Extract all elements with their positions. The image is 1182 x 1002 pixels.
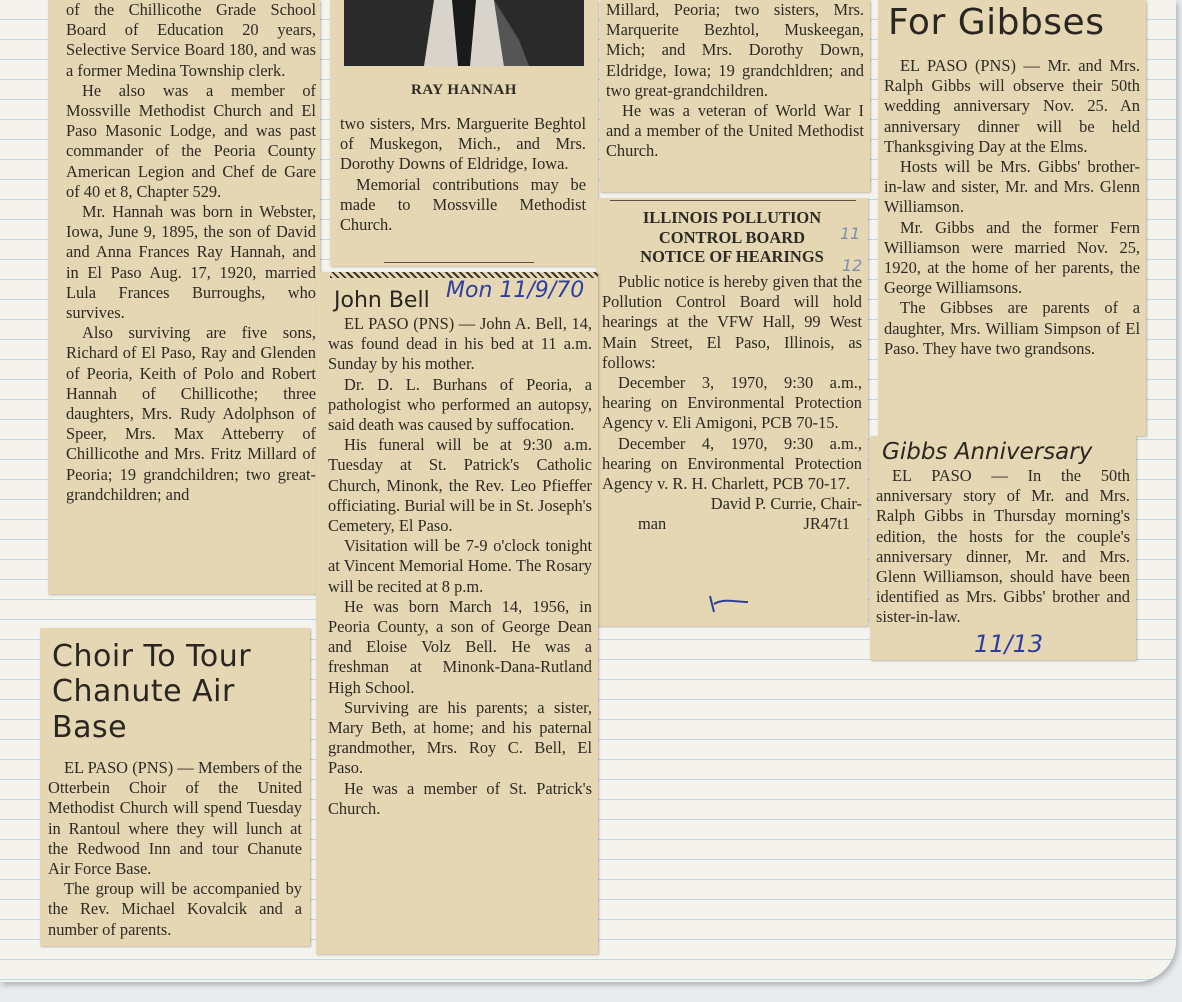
clipping-choir-tour [40,628,310,946]
margin-note-2: 12 [842,256,863,275]
article-body [602,272,862,494]
paragraph: Millard, Peoria; two sisters, Mrs. Marquerite Bezhtol, Muskeegan, Mich; and Mrs. Dorothy Down, Eldridge, Iowa; 19 grandchldren; and two great-grandchildren. [606,0,864,100]
clipping-gibbs-anniversary-correction [870,436,1136,660]
paragraph: EL PASO (PNS) — John A. Bell, 14, was found dead in his bed at 11 a.m. Sunday by his mother. [328,314,592,374]
paragraph: He also was a member of Mossville Methodist Church and El Paso Masonic Lodge, and was past commander of the Peoria County American Legion and Chef de Gare of 40 et 8, Chapter 529. [66,80,316,201]
paragraph: Surviving are his parents; a sister, Mary Beth, at home; and his paternal grandmother, Mrs. Roy C. Bell, El Paso. [328,697,592,778]
article-body [340,114,586,235]
paragraph: Hosts will be Mrs. Gibbs' brother-in-law and sister, Mr. and Mrs. Glenn Williamson. [884,157,1140,217]
article-body [606,0,864,162]
paragraph: two sisters, Mrs. Marguerite Beghtol of Muskegon, Mich., and Mrs. Dorothy Downs of Eldridge, Iowa. [340,114,586,174]
clipping-pollution-notice [596,198,868,626]
paragraph: Mr. Gibbs and the former Fern Williamson were married Nov. 25, 1920, at the home of her parents, the George Williamsons. [884,217,1140,298]
article-headline: John Bell [334,288,430,313]
paragraph: EL PASO — In the 50th anniversary story of Mr. and Mrs. Ralph Gibbs in Thursday morning's edition, the hosts for the couple's anniversary dinner, Mr. and Mrs. Glenn Williamson, should have been identified as Mrs. Gibbs' brother and sister-in-law. [876,466,1130,627]
top-rule [610,200,856,201]
clipping-gibbses-anniversary [878,0,1146,436]
paragraph: He was born March 14, 1956, in Peoria County, a son of George Dean and Eloise Volz Bell. He was a freshman at Minonk-Dana-Rutland High School. [328,596,592,697]
paragraph: EL PASO (PNS) — Mr. and Mrs. Ralph Gibbs will observe their 50th wedding anniversary Nov. 25. An anniversary dinner will be held Thanksgiving Day at the Elms. [884,56,1140,156]
paragraph: Dr. D. L. Burhans of Peoria, a pathologist who performed an autopsy, said death was caused by suffocation. [328,374,592,435]
margin-note-1: 11 [840,224,861,243]
notice-signature [602,494,862,534]
clipping-obituary-top-right [600,0,870,192]
divider-rule [384,262,534,263]
portrait-image [344,0,584,66]
paragraph: Public notice is hereby given that the Pollution Control Board will hold hearings at the VFW Hall, 99 West Main Street, El Paso, Illinois, as follows: [602,272,862,372]
paragraph: The Gibbses are parents of a daughter, Mrs. William Simpson of El Paso. They have two grandsons. [884,298,1140,358]
handwritten-check-mark [704,588,754,616]
paragraph: Mr. Hannah was born in Webster, Iowa, June 9, 1895, the son of David and Anna Frances Ray Hannah, and in El Paso Aug. 17, 1920, married Lula Frances Burroughs, who survives. [66,202,316,323]
clipping-john-bell-obituary [316,272,598,954]
photo-caption: RAY HANNAH [411,82,517,98]
signature-title: man [638,514,667,534]
paragraph: He was a member of St. Patrick's Church. [328,778,592,818]
paragraph: He was a veteran of World War I and a member of the United Methodist Church. [606,101,864,161]
paragraph: of the Chillicothe Grade School Board of Education 20 years, Selective Service Board 180, and was a former Medina Township clerk. [66,0,316,80]
paragraph: Also surviving are five sons, Richard of El Paso, Ray and Glenden of Peoria, Keith of Polo and Robert Hannah of Chillicothe; three daughters, Mrs. Rudy Adolphson of Speer, Mrs. Max Atteberry of Chillicothe and Mrs. Fritz Millard of Peoria; 19 grandchildren; two great-grandchildren; and [66,323,316,504]
paragraph: December 3, 1970, 9:30 a.m., hearing on Environmental Protection Agency v. Eli Amigoni, PCB 70-15. [602,373,862,433]
article-body [876,466,1130,628]
signature-name: David P. Currie, Chair- [710,494,862,514]
clipping-hannah-obituary-continued [48,0,320,594]
article-headline-line-1: Choir To Tour [52,639,252,674]
article-headline: For Gibbses [888,2,1105,43]
paragraph: Visitation will be 7-9 o'clock tonight at Vincent Memorial Home. The Rosary will be recited at 8 p.m. [328,536,592,596]
paragraph: EL PASO (PNS) — Members of the Otterbein Choir of the United Methodist Church will spend Tuesday in Rantoul where they will lunch at the Redwood Inn and tour Chanute Air Force Base. [48,758,302,879]
handwritten-date: Mon 11/9/70 [446,278,585,303]
notice-heading-line-1: ILLINOIS POLLUTION [642,208,822,227]
article-body [328,314,592,819]
paragraph: His funeral will be at 9:30 a.m. Tuesday at St. Patrick's Catholic Church, Minonk, the Rev. Leo Pfieffer officiating. Burial will be in St. Joseph's Cemetery, El Paso. [328,435,592,536]
paragraph: The group will be accompanied by the Rev. Michael Kovalcik and a number of parents. [48,879,302,939]
paragraph: Memorial contributions may be made to Mossville Methodist Church. [340,174,586,235]
article-body [884,56,1140,359]
article-body [48,758,302,940]
notice-heading-line-3: NOTICE OF HEARINGS [640,247,824,266]
clipping-hannah-photo [330,0,598,266]
notice-heading-line-2: CONTROL BOARD [658,228,806,247]
article-headline: Gibbs Anniversary [882,439,1093,465]
handwritten-date: 11/13 [974,630,1044,658]
ray-hannah-photo [344,0,584,66]
article-headline-line-2: Chanute Air Base [52,674,235,745]
paragraph: December 4, 1970, 9:30 a.m., hearing on Environmental Protection Agency v. R. H. Charlett, PCB 70-17. [602,433,862,494]
article-body [66,0,316,505]
notice-code: JR47t1 [803,514,850,534]
signature-line-2 [602,514,862,534]
